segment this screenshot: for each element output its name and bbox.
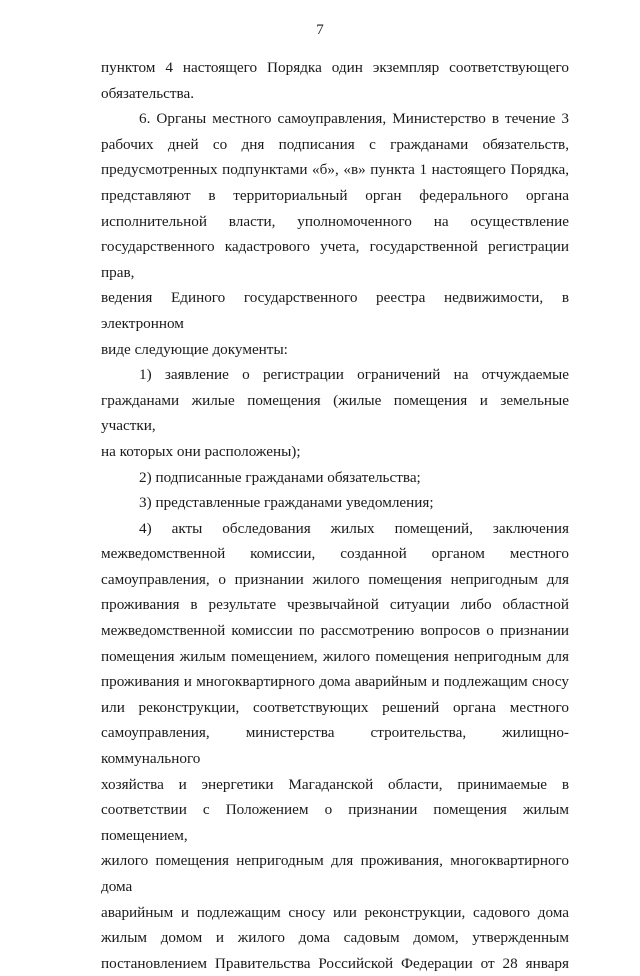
text-line: межведомственной комиссии, созданной органом местного bbox=[101, 545, 569, 563]
document-body bbox=[101, 55, 569, 976]
text-line: помещения жилым помещением, жилого помещения непригодным для bbox=[101, 647, 569, 665]
text-line: самоуправления, министерства строительства, жилищно-коммунального bbox=[101, 724, 569, 768]
text-line: постановлением Правительства Российской Федерации от 28 января bbox=[101, 954, 569, 972]
text-line: на которых они расположены); bbox=[101, 442, 301, 460]
text-line: 1) заявление о регистрации ограничений на отчуждаемые bbox=[139, 366, 569, 384]
page-number: 7 bbox=[316, 22, 324, 38]
text-line: межведомственной комиссии по рассмотрению вопросов о признании bbox=[101, 622, 569, 640]
text-line: жилым домом и жилого дома садовым домом, утвержденным bbox=[101, 929, 569, 947]
text-line: исполнительной власти, уполномоченного на осуществление bbox=[101, 212, 569, 230]
text-line: обязательства. bbox=[101, 84, 195, 102]
text-line: рабочих дней со дня подписания с гражданами обязательств, bbox=[101, 135, 569, 153]
text-line: или реконструкции, соответствующих решений органа местного bbox=[101, 698, 569, 716]
text-line: представляют в территориальный орган федерального органа bbox=[101, 186, 569, 204]
text-line: аварийным и подлежащим сносу или реконструкции, садового дома bbox=[101, 903, 569, 921]
text-line: ведения Единого государственного реестра недвижимости, в электронном bbox=[101, 289, 569, 332]
text-line: проживания и многоквартирного дома аварийным и подлежащим сносу bbox=[101, 673, 569, 691]
text-line: предусмотренных подпунктами «б», «в» пункта 1 настоящего Порядка, bbox=[101, 161, 569, 179]
text-line: соответствии с Положением о признании помещения жилым помещением, bbox=[101, 801, 569, 844]
text-line: 4) акты обследования жилых помещений, заключения bbox=[139, 519, 569, 537]
text-line: виде следующие документы: bbox=[101, 340, 288, 358]
text-line: пунктом 4 настоящего Порядка один экземпляр соответствующего bbox=[101, 59, 569, 76]
text-line: хозяйства и энергетики Магаданской области, принимаемые в bbox=[101, 775, 569, 793]
text-line: 6. Органы местного самоуправления, Министерство в течение 3 bbox=[139, 110, 569, 128]
text-line: 2) подписанные гражданами обязательства; bbox=[139, 468, 421, 486]
text-line: государственного кадастрового учета, государственной регистрации прав, bbox=[101, 238, 569, 281]
text-line: жилого помещения непригодным для проживания, многоквартирного дома bbox=[101, 852, 569, 895]
text-line: гражданами жилые помещения (жилые помещения и земельные участки, bbox=[101, 391, 569, 435]
text-line: самоуправления, о признании жилого помещения непригодным для bbox=[101, 570, 569, 588]
text-line: 3) представленные гражданами уведомления; bbox=[139, 494, 434, 512]
text-line: проживания в результате чрезвычайной ситуации либо областной bbox=[101, 596, 569, 614]
